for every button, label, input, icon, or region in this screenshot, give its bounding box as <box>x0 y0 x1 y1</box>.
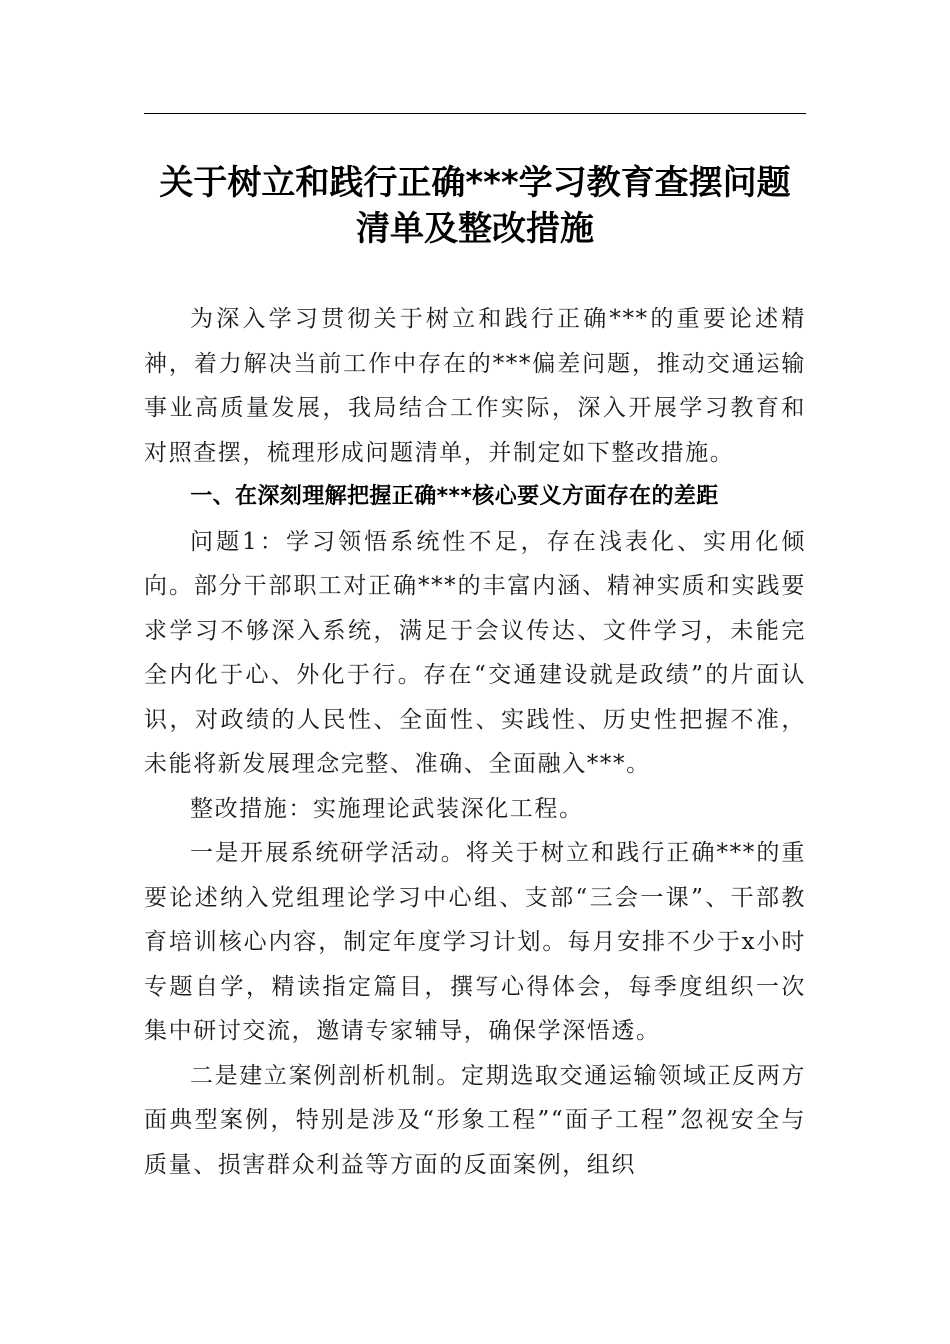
measure-heading: 整改措施：实施理论武装深化工程。 <box>190 795 584 822</box>
header-rule <box>144 113 806 114</box>
document-body <box>144 297 806 1187</box>
title-line-2: 清单及整改措施 <box>356 209 594 249</box>
intro-paragraph: 为深入学习贯彻关于树立和践行正确***的重要论述精神，着力解决当前工作中存在的***偏差问题，推动交通运输事业高质量发展，我局结合工作实际，深入开展学习教育和对照查摆，梳理形成问题清单，并制定如下整改措施。 <box>144 306 806 466</box>
title-line-1: 关于树立和践行正确***学习教育查摆问题 <box>159 163 791 203</box>
measure-2-paragraph: 二是建立案例剖析机制。定期选取交通运输领域正反两方面典型案例，特别是涉及“形象工程”“面子工程”忽视安全与质量、损害群众利益等方面的反面案例，组织 <box>144 1062 806 1178</box>
section-heading-1: 一、在深刻理解把握正确***核心要义方面存在的差距 <box>190 484 719 509</box>
measure-1-paragraph: 一是开展系统研学活动。将关于树立和践行正确***的重要论述纳入党组理论学习中心组、支部“三会一课”、干部教育培训核心内容，制定年度学习计划。每月安排不少于x小时专题自学，精读指定篇目，撰写心得体会，每季度组织一次集中研讨交流，邀请专家辅导，确保学深悟透。 <box>144 840 806 1044</box>
document-title <box>110 160 840 252</box>
problem-1-paragraph: 问题1：学习领悟系统性不足，存在浅表化、实用化倾向。部分干部职工对正确***的丰富内涵、精神实质和实践要求学习不够深入系统，满足于会议传达、文件学习，未能完全内化于心、外化于行。存在“交通建设就是政绩”的片面认识，对政绩的人民性、全面性、实践性、历史性把握不准，未能将新发展理念完整、准确、全面融入***。 <box>144 528 806 777</box>
